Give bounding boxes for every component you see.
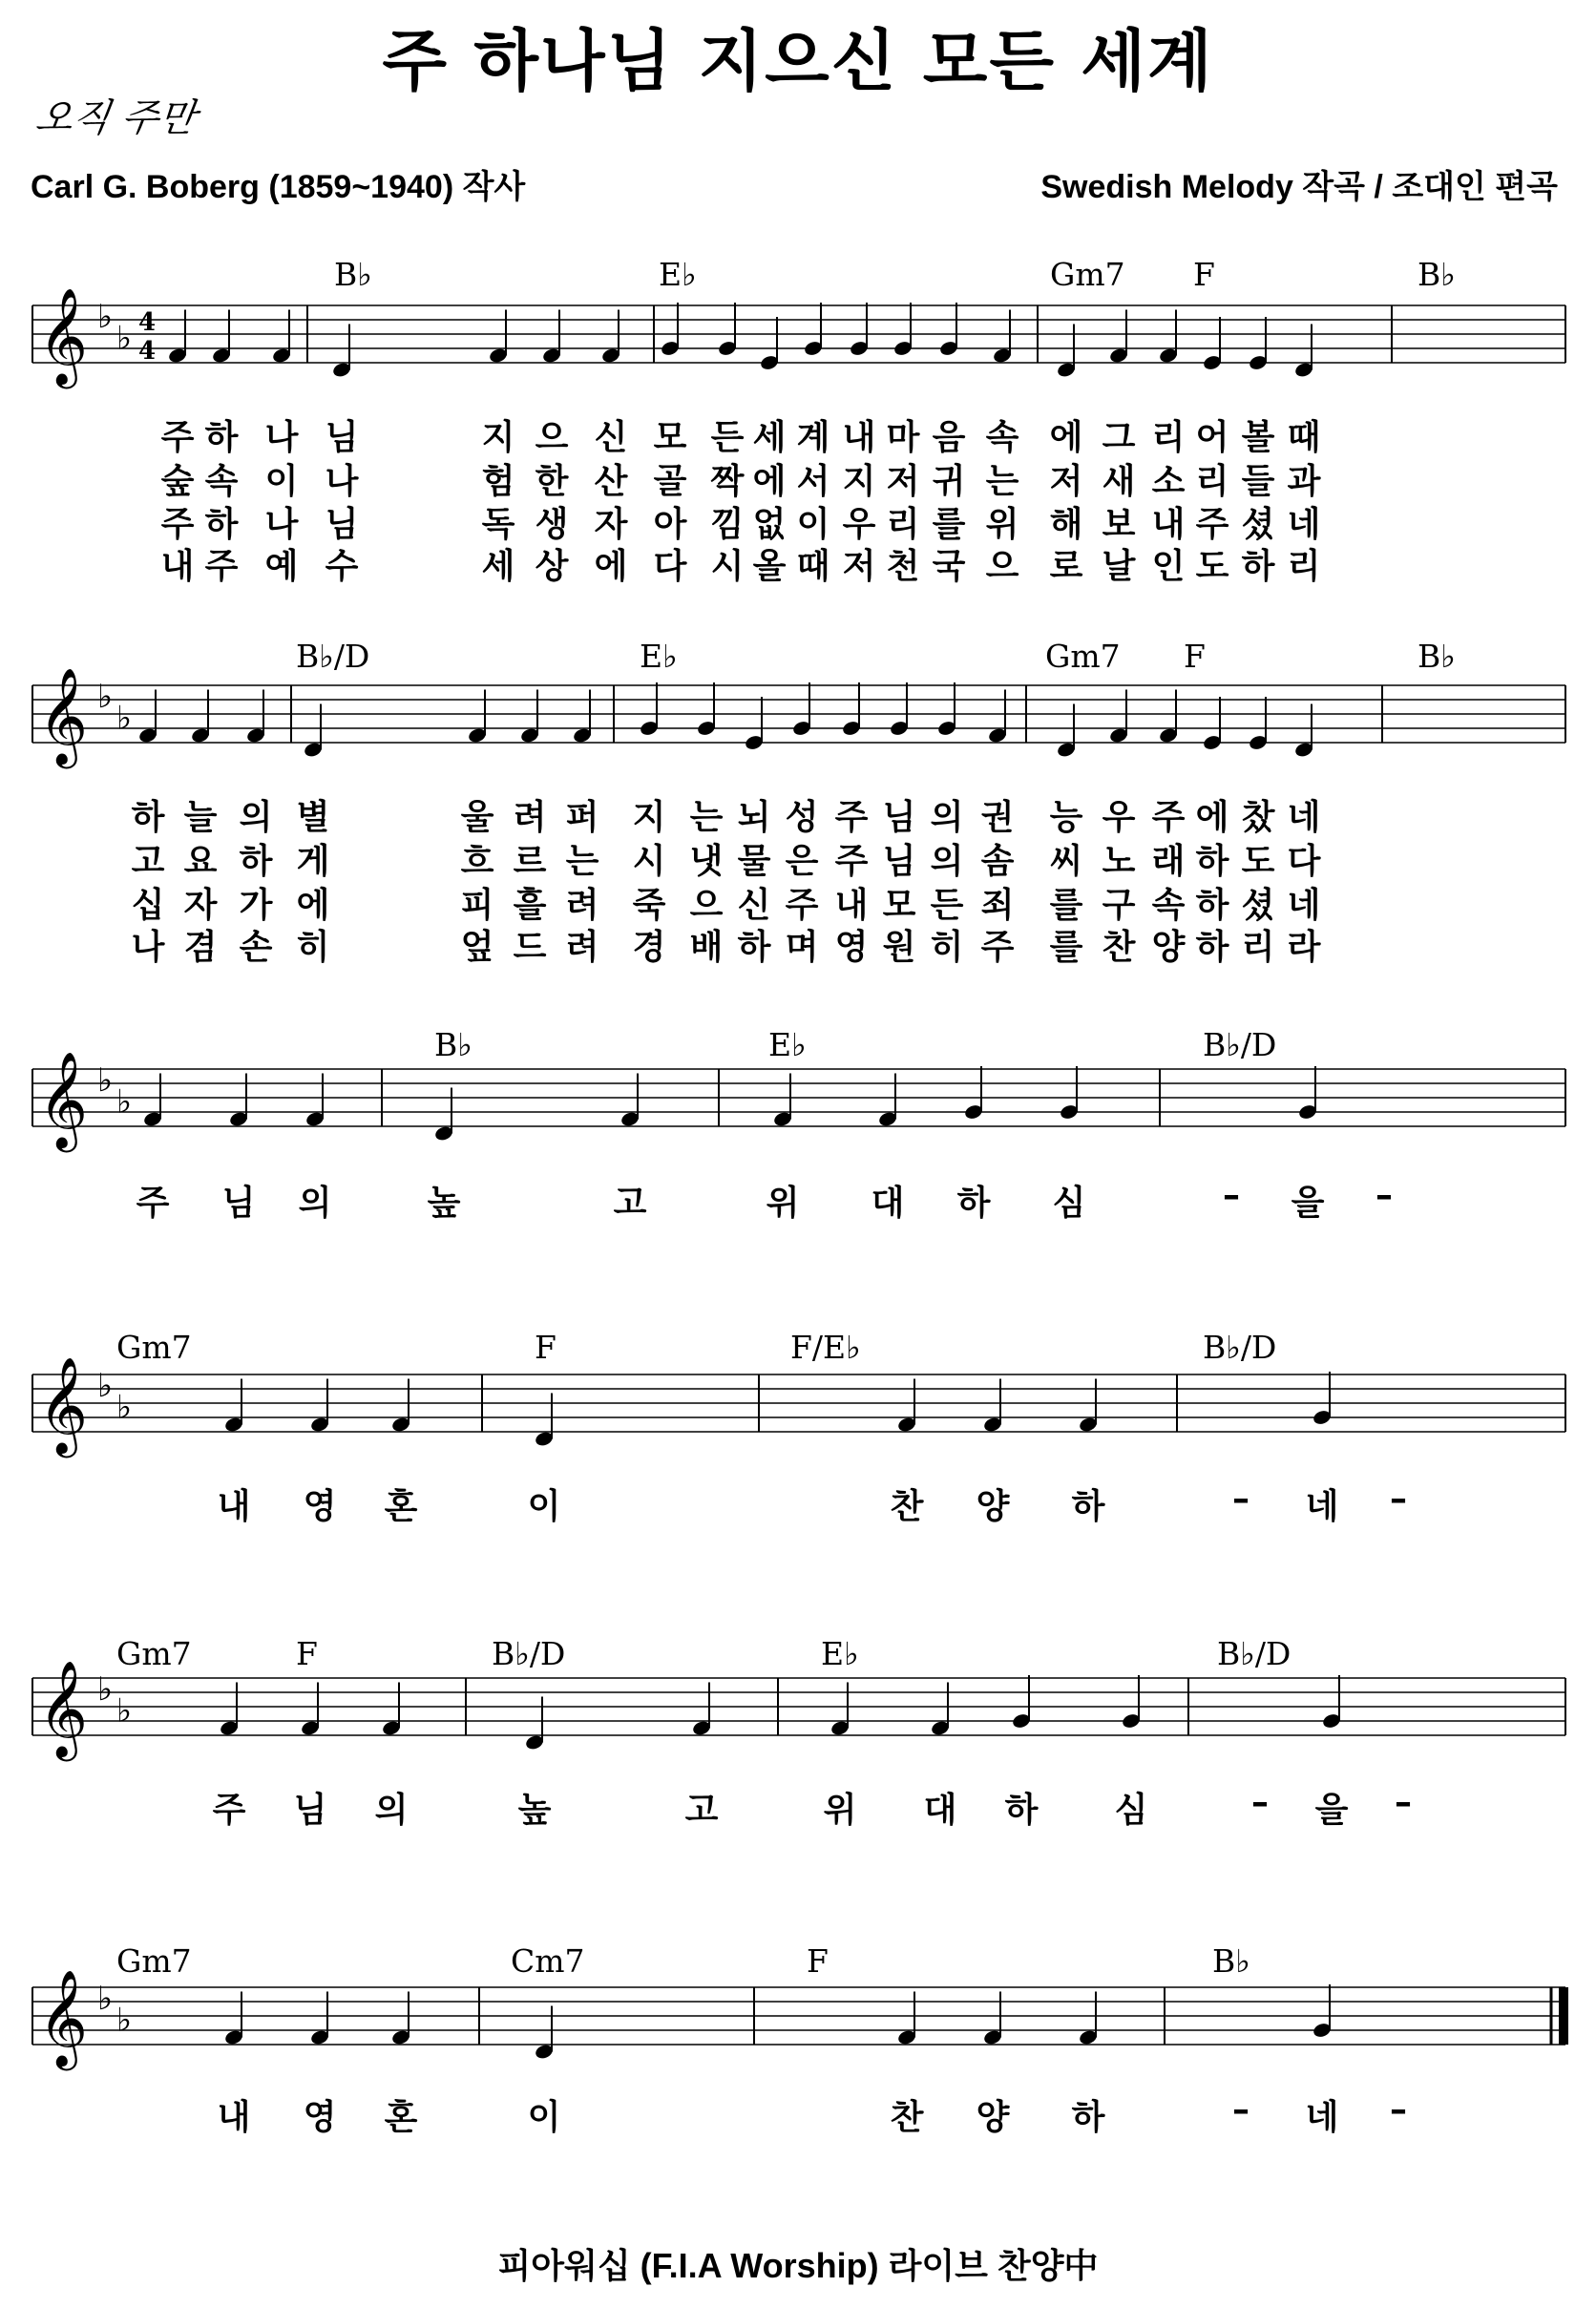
- lyricist-credit: Carl G. Boberg (1859~1940) 작사: [31, 169, 526, 205]
- song-subtitle: 오직 주만: [32, 96, 200, 140]
- lyric-syllable: 의: [374, 1791, 409, 1830]
- lyric-syllable: 하: [1195, 928, 1229, 967]
- chord-symbol: B♭: [1212, 1942, 1250, 1980]
- lyric-syllable: 내: [217, 2098, 251, 2137]
- lyric-syllable: 이: [264, 462, 299, 501]
- lyric-syllable: 셨: [1241, 505, 1275, 544]
- lyric-syllable: 모: [882, 886, 916, 925]
- lyric-syllable: 고: [613, 1184, 647, 1223]
- lyric-syllable: 의: [239, 798, 273, 837]
- lyric-syllable: 시: [710, 547, 745, 586]
- chord-symbol: F: [535, 1329, 556, 1366]
- lyric-syllable: 예: [264, 547, 299, 586]
- lyric-syllable: 도: [1195, 547, 1229, 586]
- song-title: 주 하나님 지으신 모든 세계: [382, 22, 1214, 100]
- chord-symbol: B♭: [434, 1026, 472, 1063]
- lyric-syllable: 에: [1049, 418, 1083, 457]
- lyric-syllable: 지: [481, 418, 515, 457]
- flat-icon: ♭: [97, 1367, 114, 1405]
- lyric-syllable: 위: [823, 1791, 857, 1830]
- lyric-syllable: 하: [1071, 2098, 1105, 2137]
- lyric-syllable: 다: [1287, 842, 1321, 881]
- lyric-syllable: 찬: [1102, 928, 1136, 967]
- lyric-syllable: 없: [752, 505, 787, 544]
- lyric-syllable: 주: [212, 1791, 246, 1830]
- lyric-syllable: 과: [1287, 462, 1321, 501]
- lyric-syllable: 주: [160, 418, 195, 457]
- lyric-syllable: 노: [1102, 842, 1136, 881]
- chord-symbol: B♭/D: [296, 638, 370, 675]
- lyric-syllable: 독: [481, 505, 515, 544]
- lyric-syllable: 게: [296, 842, 330, 881]
- lyric-syllable: 냇: [689, 842, 724, 881]
- lyric-syllable: –: [1390, 1479, 1407, 1519]
- flat-icon: ♭: [116, 2001, 133, 2040]
- chord-symbol: E♭: [640, 638, 678, 675]
- lyric-syllable: 해: [1049, 505, 1083, 544]
- lyric-syllable: 다: [653, 547, 687, 586]
- lyric-syllable: –: [1223, 1176, 1240, 1215]
- lyric-syllable: 높: [517, 1791, 552, 1830]
- lyric-syllable: 으: [535, 418, 569, 457]
- lyric-syllable: 들: [1241, 462, 1275, 501]
- lyric-syllable: 님: [882, 798, 916, 837]
- lyric-syllable: 흐: [460, 842, 494, 881]
- lyric-syllable: 하: [204, 418, 239, 457]
- lyric-syllable: 나: [131, 928, 165, 967]
- lyric-syllable: 날: [1102, 547, 1136, 586]
- lyric-syllable: 때: [796, 547, 830, 586]
- lyric-syllable: –: [1395, 1783, 1412, 1822]
- lyric-syllable: 한: [535, 462, 569, 501]
- lyric-syllable: 우: [1102, 798, 1136, 837]
- lyric-syllable: 주: [160, 505, 195, 544]
- lyric-syllable: 저: [1049, 462, 1083, 501]
- time-signature-top: 4: [138, 308, 157, 337]
- lyric-syllable: 저: [886, 462, 920, 501]
- lyric-syllable: 신: [737, 886, 771, 925]
- lyric-syllable: 이: [796, 505, 830, 544]
- lyric-syllable: 하: [956, 1184, 991, 1223]
- lyric-syllable: 으: [985, 547, 1019, 586]
- lyric-syllable: 도: [1241, 842, 1275, 881]
- lyric-syllable: 에: [296, 886, 330, 925]
- chord-symbol: B♭: [1418, 638, 1456, 675]
- lyric-syllable: 양: [1151, 928, 1186, 967]
- flat-icon: ♭: [116, 1082, 133, 1122]
- lyric-syllable: 리: [1287, 547, 1321, 586]
- lyric-syllable: 의: [930, 798, 964, 837]
- lyric-syllable: 짝: [710, 462, 745, 501]
- lyric-syllable: 고: [684, 1791, 719, 1830]
- lyric-syllable: 에: [752, 462, 787, 501]
- lyric-syllable: 위: [766, 1184, 800, 1223]
- lyric-syllable: 주: [1195, 505, 1229, 544]
- lyric-syllable: –: [1232, 2090, 1250, 2130]
- lyric-syllable: 이: [527, 1487, 561, 1526]
- lyric-syllable: 대: [923, 1791, 957, 1830]
- lyric-syllable: 산: [594, 462, 628, 501]
- lyric-syllable: 혼: [384, 1487, 418, 1526]
- chord-symbol: F/E♭: [790, 1329, 861, 1366]
- flat-icon: ♭: [116, 319, 133, 358]
- flat-icon: ♭: [97, 1980, 114, 2018]
- lyric-syllable: 지: [632, 798, 666, 837]
- flat-icon: ♭: [116, 699, 133, 738]
- lyric-syllable: 험: [481, 462, 515, 501]
- lyric-syllable: 국: [932, 547, 966, 586]
- lyric-syllable: 씨: [1049, 842, 1083, 881]
- lyric-syllable: 내: [842, 418, 876, 457]
- lyric-syllable: 내: [160, 547, 195, 586]
- chord-symbol: F: [1184, 638, 1206, 675]
- lyric-syllable: 에: [1195, 798, 1229, 837]
- chord-symbol: Gm7: [1045, 638, 1121, 675]
- lyric-syllable: 십: [131, 886, 165, 925]
- lyric-syllable: 님: [221, 1184, 256, 1223]
- lyric-syllable: 계: [796, 418, 830, 457]
- lyric-syllable: 성: [785, 798, 819, 837]
- lyric-syllable: 속: [985, 418, 1019, 457]
- lyric-syllable: 피: [460, 886, 494, 925]
- lyric-syllable: 마: [886, 418, 920, 457]
- chord-symbol: F: [807, 1942, 829, 1980]
- lyric-syllable: 어: [1195, 418, 1229, 457]
- lyric-syllable: 인: [1151, 547, 1186, 586]
- treble-clef-icon: 𝄞: [38, 1355, 89, 1454]
- lyric-syllable: 주: [834, 842, 869, 881]
- lyric-syllable: 겸: [183, 928, 218, 967]
- lyric-syllable: 찬: [890, 1487, 924, 1526]
- lyric-syllable: 리: [1241, 928, 1275, 967]
- lyric-syllable: 생: [535, 505, 569, 544]
- lyric-syllable: 보: [1102, 505, 1136, 544]
- chord-symbol: Gm7: [116, 1635, 192, 1672]
- lyric-syllable: 는: [985, 462, 1019, 501]
- lyric-syllable: 주: [980, 928, 1015, 967]
- lyric-syllable: 찼: [1241, 798, 1275, 837]
- chord-symbol: B♭: [334, 256, 372, 293]
- flat-icon: ♭: [97, 1061, 114, 1100]
- lyric-syllable: 은: [785, 842, 819, 881]
- lyric-syllable: 든: [710, 418, 745, 457]
- lyric-syllable: 세: [752, 418, 787, 457]
- lyric-syllable: 드: [513, 928, 547, 967]
- lyric-syllable: 의: [930, 842, 964, 881]
- treble-clef-icon: 𝄞: [38, 1968, 89, 2067]
- lyric-syllable: 네: [1305, 1487, 1339, 1526]
- lyric-syllable: 며: [785, 928, 819, 967]
- lyric-syllable: 가: [239, 886, 273, 925]
- chord-symbol: E♭: [821, 1635, 859, 1672]
- lyric-syllable: 하: [737, 928, 771, 967]
- chord-symbol: Gm7: [116, 1329, 192, 1366]
- lyric-syllable: 님: [325, 505, 359, 544]
- lyric-syllable: 하: [1071, 1487, 1105, 1526]
- lyric-syllable: 숲: [160, 462, 195, 501]
- treble-clef-icon: 𝄞: [38, 1050, 89, 1148]
- lyric-syllable: 음: [932, 418, 966, 457]
- lyric-syllable: 려: [565, 886, 599, 925]
- lyric-syllable: 죄: [980, 886, 1015, 925]
- lyric-syllable: 리: [1195, 462, 1229, 501]
- lyric-syllable: 에: [594, 547, 628, 586]
- lyric-syllable: 의: [298, 1184, 332, 1223]
- lyric-syllable: 영: [303, 1487, 337, 1526]
- lyric-syllable: 를: [932, 505, 966, 544]
- final-barline: [1559, 1987, 1568, 2045]
- lyric-syllable: 경: [632, 928, 666, 967]
- lyric-syllable: –: [1232, 1479, 1250, 1519]
- treble-clef-icon: 𝄞: [38, 666, 89, 765]
- lyric-syllable: 신: [594, 418, 628, 457]
- lyric-syllable: 손: [239, 928, 273, 967]
- lyric-syllable: 귀: [932, 462, 966, 501]
- lyric-syllable: 올: [752, 547, 787, 586]
- lyric-syllable: 주: [834, 798, 869, 837]
- lyric-syllable: 모: [653, 418, 687, 457]
- lyric-syllable: 속: [204, 462, 239, 501]
- lyric-syllable: 자: [183, 886, 218, 925]
- lyric-syllable: 수: [325, 547, 359, 586]
- lyric-syllable: 배: [689, 928, 724, 967]
- lyric-syllable: 주: [1151, 798, 1186, 837]
- lyric-syllable: 히: [296, 928, 330, 967]
- lyric-syllable: 찬: [890, 2098, 924, 2137]
- lyric-syllable: 하: [1241, 547, 1275, 586]
- treble-clef-icon: 𝄞: [38, 1659, 89, 1757]
- lyric-syllable: 자: [594, 505, 628, 544]
- lyric-syllable: 리: [886, 505, 920, 544]
- lyric-syllable: 는: [565, 842, 599, 881]
- chord-symbol: F: [296, 1635, 318, 1672]
- lyric-syllable: 나: [264, 418, 299, 457]
- lyric-syllable: 높: [427, 1184, 461, 1223]
- lyric-syllable: 하: [131, 798, 165, 837]
- lyric-syllable: 세: [481, 547, 515, 586]
- lyric-syllable: 지: [842, 462, 876, 501]
- lyric-syllable: 히: [930, 928, 964, 967]
- lyric-syllable: 양: [976, 2098, 1010, 2137]
- lyric-syllable: 하: [1004, 1791, 1039, 1830]
- lyric-syllable: 서: [796, 462, 830, 501]
- lyric-syllable: 물: [737, 842, 771, 881]
- chord-symbol: B♭/D: [1203, 1329, 1277, 1366]
- chord-symbol: Cm7: [511, 1942, 585, 1980]
- lyric-syllable: 네: [1287, 505, 1321, 544]
- chord-symbol: E♭: [659, 256, 697, 293]
- lyric-syllable: 영: [834, 928, 869, 967]
- lyric-syllable: 는: [689, 798, 724, 837]
- lyric-syllable: 심: [1052, 1184, 1086, 1223]
- lyric-syllable: 려: [565, 928, 599, 967]
- lyric-syllable: 솜: [980, 842, 1015, 881]
- lyric-syllable: 죽: [632, 886, 666, 925]
- lyric-syllable: 하: [1195, 842, 1229, 881]
- lyric-syllable: 소: [1151, 462, 1186, 501]
- lyric-syllable: 내: [1151, 505, 1186, 544]
- lyric-syllable: 려: [513, 798, 547, 837]
- lyric-syllable: 뇌: [737, 798, 771, 837]
- flat-icon: ♭: [97, 1670, 114, 1709]
- lyric-syllable: 님: [325, 418, 359, 457]
- lyric-syllable: –: [1390, 2090, 1407, 2130]
- lyric-syllable: 그: [1102, 418, 1136, 457]
- lyric-syllable: 네: [1287, 798, 1321, 837]
- lyric-syllable: 네: [1305, 2098, 1339, 2137]
- lyric-syllable: 구: [1102, 886, 1136, 925]
- flat-icon: ♭: [116, 1691, 133, 1731]
- lyric-syllable: 능: [1049, 798, 1083, 837]
- lyric-syllable: 주: [204, 547, 239, 586]
- lyric-syllable: 셨: [1241, 886, 1275, 925]
- chord-symbol: E♭: [768, 1026, 807, 1063]
- lyric-syllable: 으: [689, 886, 724, 925]
- lyric-syllable: 퍼: [565, 798, 599, 837]
- chord-symbol: B♭: [1418, 256, 1456, 293]
- chord-symbol: Gm7: [116, 1942, 192, 1980]
- composer-credit: Swedish Melody 작곡 / 조대인 편곡: [1040, 169, 1558, 205]
- lyric-syllable: 내: [217, 1487, 251, 1526]
- lyric-syllable: 위: [985, 505, 1019, 544]
- chord-symbol: B♭/D: [1217, 1635, 1292, 1672]
- lyric-syllable: –: [1251, 1783, 1269, 1822]
- lyric-syllable: 볼: [1241, 418, 1275, 457]
- lyric-syllable: 내: [834, 886, 869, 925]
- lyric-syllable: 를: [1049, 886, 1083, 925]
- lyric-syllable: 원: [882, 928, 916, 967]
- lyric-syllable: 하: [204, 505, 239, 544]
- lyric-syllable: 우: [842, 505, 876, 544]
- lyric-syllable: –: [1376, 1176, 1393, 1215]
- chord-symbol: F: [1193, 256, 1215, 293]
- treble-clef-icon: 𝄞: [38, 286, 89, 385]
- lyric-syllable: 주: [136, 1184, 170, 1223]
- lyric-syllable: 권: [980, 798, 1015, 837]
- lyric-syllable: 하: [1195, 886, 1229, 925]
- lyric-syllable: 요: [183, 842, 218, 881]
- chord-symbol: Gm7: [1050, 256, 1125, 293]
- lyric-syllable: 낌: [710, 505, 745, 544]
- lyric-syllable: 나: [264, 505, 299, 544]
- lyric-syllable: 을: [1291, 1184, 1325, 1223]
- lyric-syllable: 이: [527, 2098, 561, 2137]
- chord-symbol: B♭/D: [492, 1635, 566, 1672]
- lyric-syllable: 저: [842, 547, 876, 586]
- lyric-syllable: 네: [1287, 886, 1321, 925]
- lyric-syllable: 늘: [183, 798, 218, 837]
- lyric-syllable: 양: [976, 1487, 1010, 1526]
- flat-icon: ♭: [97, 678, 114, 716]
- lyric-syllable: 든: [930, 886, 964, 925]
- lyric-syllable: 대: [871, 1184, 905, 1223]
- lyric-syllable: 울: [460, 798, 494, 837]
- lyric-syllable: 님: [293, 1791, 327, 1830]
- lyric-syllable: 리: [1151, 418, 1186, 457]
- lyric-syllable: 시: [632, 842, 666, 881]
- lyric-syllable: 아: [653, 505, 687, 544]
- time-signature-bottom: 4: [138, 337, 157, 366]
- lyric-syllable: 혼: [384, 2098, 418, 2137]
- flat-icon: ♭: [116, 1388, 133, 1427]
- lyric-syllable: 르: [513, 842, 547, 881]
- lyric-syllable: 래: [1151, 842, 1186, 881]
- chord-symbol: B♭/D: [1203, 1026, 1277, 1063]
- flat-icon: ♭: [97, 298, 114, 336]
- lyric-syllable: 흘: [513, 886, 547, 925]
- lyric-syllable: 하: [239, 842, 273, 881]
- lyric-syllable: 때: [1287, 418, 1321, 457]
- lyric-syllable: 를: [1049, 928, 1083, 967]
- lyric-syllable: 골: [653, 462, 687, 501]
- lyric-syllable: 님: [882, 842, 916, 881]
- lyric-syllable: 고: [131, 842, 165, 881]
- lyric-syllable: 나: [325, 462, 359, 501]
- lyric-syllable: 엎: [460, 928, 494, 967]
- footer-credit: 피아워십 (F.I.A Worship) 라이브 찬양中: [497, 2246, 1099, 2285]
- lyric-syllable: 천: [886, 547, 920, 586]
- lyric-syllable: 라: [1287, 928, 1321, 967]
- lyric-syllable: 심: [1114, 1791, 1148, 1830]
- lyric-syllable: 주: [785, 886, 819, 925]
- lyric-syllable: 새: [1102, 462, 1136, 501]
- lyric-syllable: 로: [1049, 547, 1083, 586]
- lyric-syllable: 을: [1314, 1791, 1349, 1830]
- lyric-syllable: 속: [1151, 886, 1186, 925]
- lyric-syllable: 별: [296, 798, 330, 837]
- lyric-syllable: 영: [303, 2098, 337, 2137]
- lyric-syllable: 상: [535, 547, 569, 586]
